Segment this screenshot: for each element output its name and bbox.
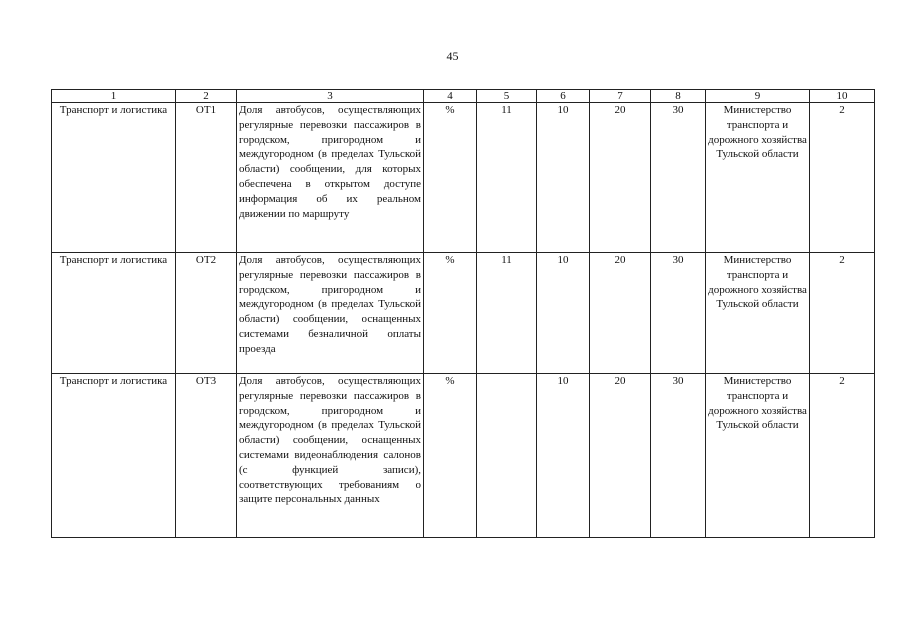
sector-cell: Транспорт и логистика	[52, 103, 176, 253]
value-cell-col5: 11	[477, 103, 537, 253]
unit-cell: %	[424, 103, 477, 253]
header-col-2: 2	[176, 90, 237, 103]
value-cell-col10: 2	[810, 374, 875, 538]
value-cell-col8: 30	[651, 374, 706, 538]
responsible-cell: Министерство транспорта и дорожного хозяйства Тульской области	[706, 103, 810, 253]
header-col-5: 5	[477, 90, 537, 103]
value-cell-col5	[477, 374, 537, 538]
header-col-6: 6	[537, 90, 590, 103]
value-cell-col7: 20	[590, 374, 651, 538]
table-row	[52, 253, 875, 374]
header-col-10: 10	[810, 90, 875, 103]
description-cell: Доля автобусов, осуществляющих регулярные перевозки пассажиров в городском, пригородном и междугородном (в пределах Тульской области) сообщении, оснащенных системами безналичной оплаты проезда	[237, 253, 424, 374]
value-cell-col10: 2	[810, 253, 875, 374]
header-row	[52, 90, 875, 103]
code-cell: ОТ2	[176, 253, 237, 374]
header-col-9: 9	[706, 90, 810, 103]
code-cell: ОТ1	[176, 103, 237, 253]
value-cell-col8: 30	[651, 253, 706, 374]
page-number: 45	[446, 49, 459, 63]
header-col-7: 7	[590, 90, 651, 103]
description-cell: Доля автобусов, осуществляющих регулярные перевозки пассажиров в городском, пригородном и междугородном (в пределах Тульской области) сообщении, для которых обеспечена в открытом доступе информация об их реальном движении по маршруту	[237, 103, 424, 253]
code-cell: ОТ3	[176, 374, 237, 538]
value-cell-col8: 30	[651, 103, 706, 253]
indicators-table	[51, 89, 875, 538]
header-col-8: 8	[651, 90, 706, 103]
value-cell-col10: 2	[810, 103, 875, 253]
unit-cell: %	[424, 374, 477, 538]
responsible-cell: Министерство транспорта и дорожного хозяйства Тульской области	[706, 374, 810, 538]
value-cell-col7: 20	[590, 253, 651, 374]
value-cell-col5: 11	[477, 253, 537, 374]
header-col-3: 3	[237, 90, 424, 103]
value-cell-col6: 10	[537, 253, 590, 374]
unit-cell: %	[424, 253, 477, 374]
description-cell: Доля автобусов, осуществляющих регулярные перевозки пассажиров в городском, пригородном и междугородном (в пределах Тульской области) сообщении, оснащенных системами видеонаблюдения салонов (с функцией записи), соответствующих требованиям о защите персональных данных	[237, 374, 424, 538]
responsible-cell: Министерство транспорта и дорожного хозяйства Тульской области	[706, 253, 810, 374]
value-cell-col6: 10	[537, 103, 590, 253]
table-row	[52, 374, 875, 538]
sector-cell: Транспорт и логистика	[52, 253, 176, 374]
sector-cell: Транспорт и логистика	[52, 374, 176, 538]
value-cell-col6: 10	[537, 374, 590, 538]
header-col-4: 4	[424, 90, 477, 103]
header-col-1: 1	[52, 90, 176, 103]
table-row	[52, 103, 875, 253]
value-cell-col7: 20	[590, 103, 651, 253]
